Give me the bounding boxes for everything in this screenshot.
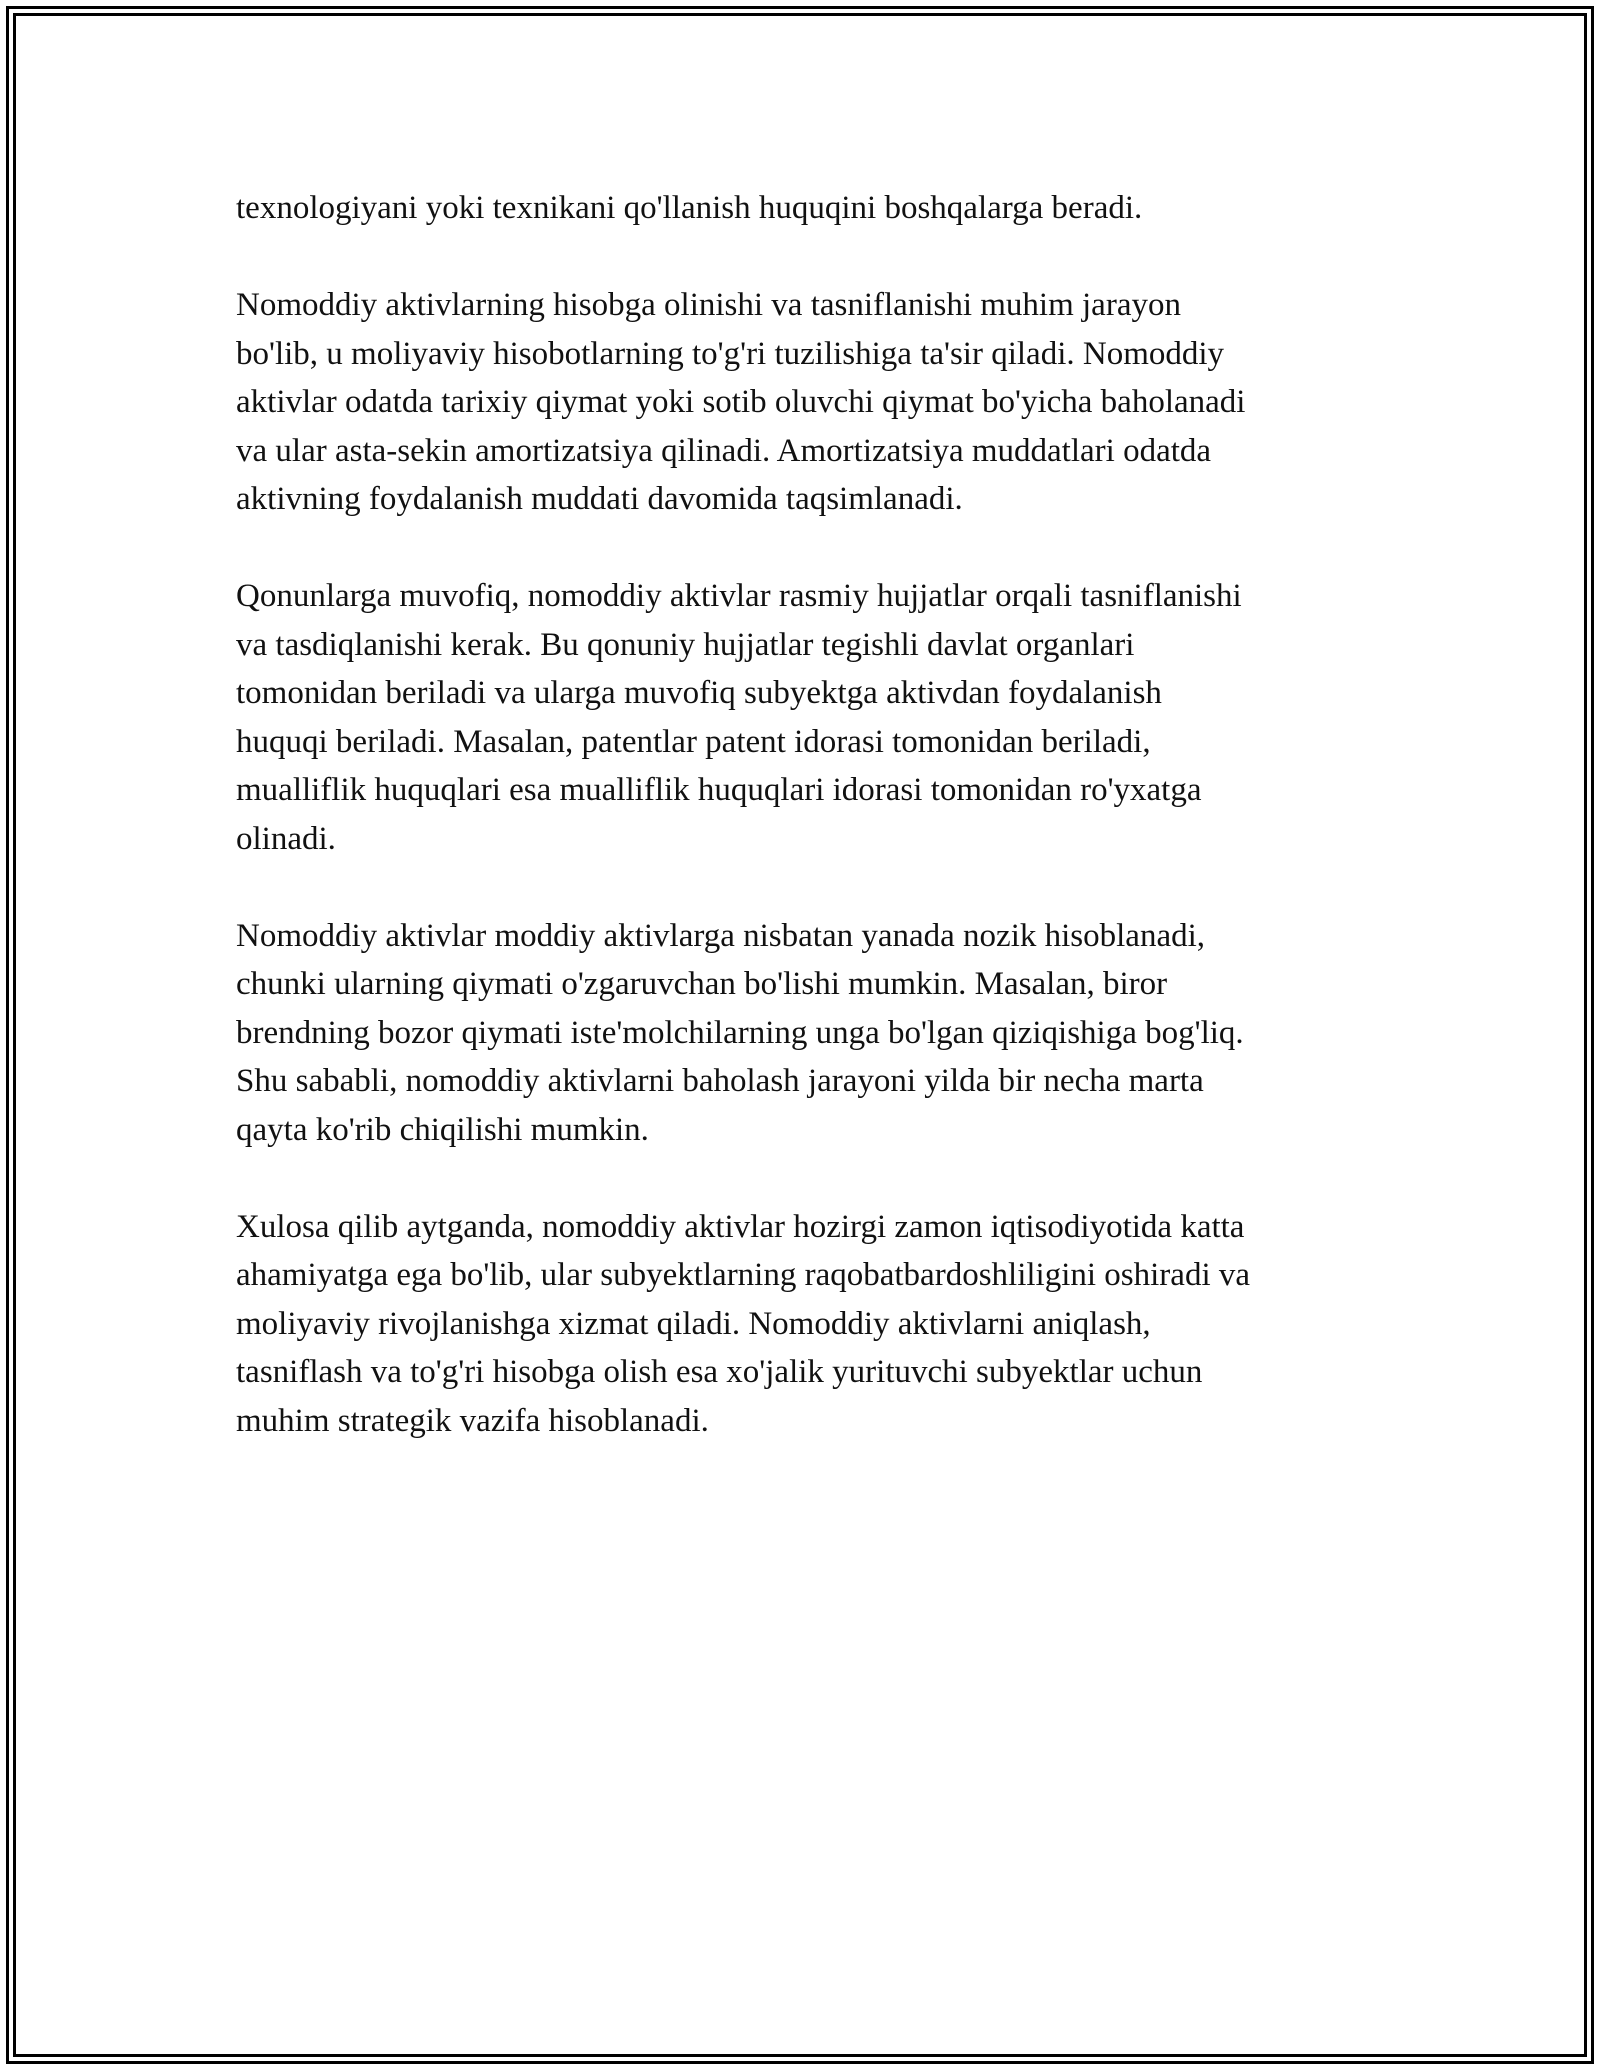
paragraph-5: Xulosa qilib aytganda, nomoddiy aktivlar hozirgi zamon iqtisodiyotida katta ahamiyatga ega bo'lib, ular subyektlarning raqobatbardoshliligini oshiradi va moliyaviy rivojlanishga xizmat qiladi. Nomoddiy aktivlarni aniqlash, tasniflash va to'g'ri hisobga olish esa xo'jalik yurituvchi subyektlar uchun muhim strategik vazifa hisoblanadi. (236, 1208, 1251, 1439)
document-body (236, 184, 1376, 1494)
paragraph-1: texnologiyani yoki texnikani qo'llanish huquqini boshqalarga beradi. (236, 190, 1143, 226)
paragraph-3: Qonunlarga muvofiq, nomoddiy aktivlar rasmiy hujjatlar orqali tasniflanishi va tasdiqlanishi kerak. Bu qonuniy hujjatlar tegishli davlat organlari tomonidan beriladi va ularga muvofiq subyektga aktivdan foydalanish huquqi beriladi. Masalan, patentlar patent idorasi tomonidan beriladi, mualliflik huquqlari esa mualliflik huquqlari idorasi tomonidan ro'yxatga olinadi. (236, 578, 1242, 857)
paragraph-4: Nomoddiy aktivlar moddiy aktivlarga nisbatan yanada nozik hisoblanadi, chunki ularning qiymati o'zgaruvchan bo'lishi mumkin. Masalan, biror brendning bozor qiymati iste'molchilarning unga bo'lgan qiziqishiga bog'liq. Shu sababli, nomoddiy aktivlarni baholash jarayoni yilda bir necha marta qayta ko'rib chiqilishi mumkin. (236, 917, 1244, 1148)
paragraph-2: Nomoddiy aktivlarning hisobga olinishi va tasniflanishi muhim jarayon bo'lib, u moliyaviy hisobotlarning to'g'ri tuzilishiga ta'sir qiladi. Nomoddiy aktivlar odatda tarixiy qiymat yoki sotib oluvchi qiymat bo'yicha baholanadi va ular asta-sekin amortizatsiya qilinadi. Amortizatsiya muddatlari odatda aktivning foydalanish muddati davomida taqsimlanadi. (236, 287, 1246, 517)
